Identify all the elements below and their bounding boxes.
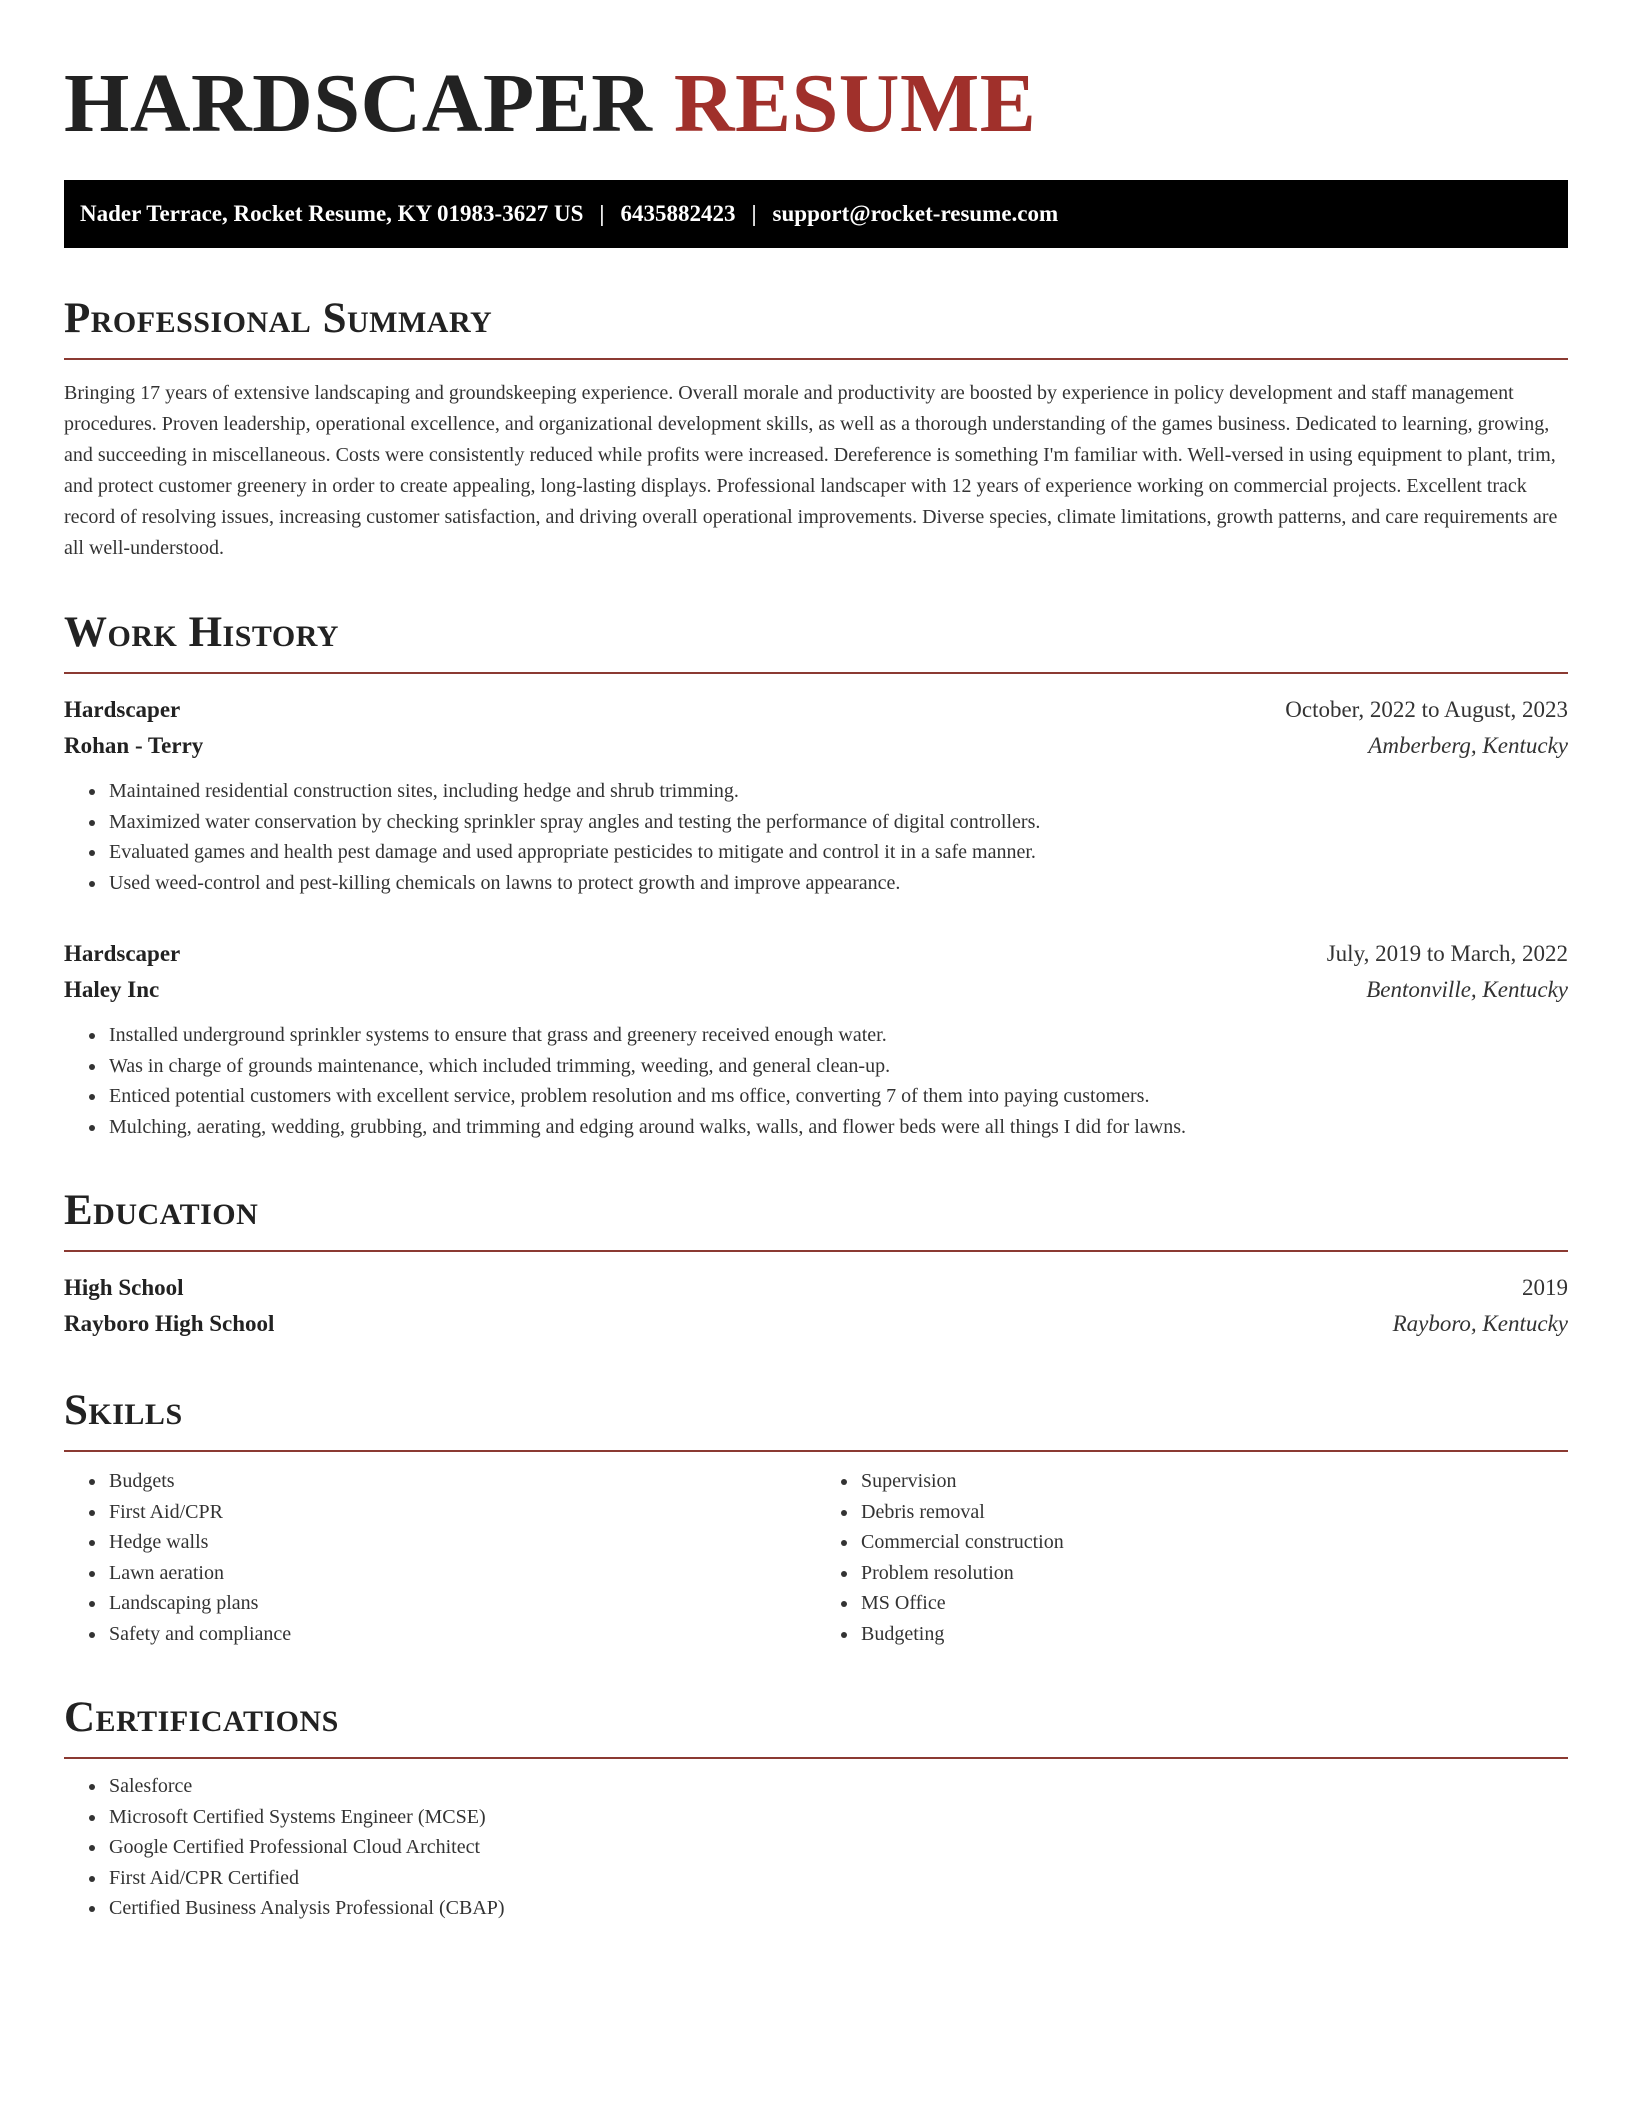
skill-item: • Budgets bbox=[107, 1466, 816, 1497]
skills-section bbox=[64, 1386, 1568, 1649]
work-history-section bbox=[64, 608, 1568, 1142]
contact-phone: 6435882423 bbox=[620, 201, 736, 226]
job-dates: October, 2022 to August, 2023 bbox=[1285, 697, 1568, 722]
education-location: Rayboro, Kentucky bbox=[1392, 1311, 1568, 1336]
skill-item: • Landscaping plans bbox=[107, 1588, 816, 1619]
job-duty: • Maximized water conservation by checking sprinkler spray angles and testing the performance of digital controllers. bbox=[107, 807, 1568, 838]
job-dates: July, 2019 to March, 2022 bbox=[1326, 941, 1568, 966]
skill-item: • Safety and compliance bbox=[107, 1619, 816, 1650]
section-divider bbox=[64, 1757, 1568, 1759]
contact-separator: | bbox=[751, 201, 757, 226]
skills-list-left bbox=[64, 1466, 816, 1649]
job-duties-list bbox=[64, 776, 1568, 898]
job-company: Rohan - Terry bbox=[64, 733, 204, 758]
certification-item: • Microsoft Certified Systems Engineer (MCSE) bbox=[107, 1802, 1568, 1833]
contact-bar bbox=[64, 180, 1568, 248]
skill-item: • Supervision bbox=[859, 1466, 1568, 1497]
skill-item: • Debris removal bbox=[859, 1497, 1568, 1528]
section-divider bbox=[64, 1250, 1568, 1252]
job-duty: • Installed underground sprinkler systems to ensure that grass and greenery received enough water. bbox=[107, 1020, 1568, 1051]
education-entry bbox=[64, 1270, 1568, 1342]
job-duty: • Maintained residential construction sites, including hedge and shrub trimming. bbox=[107, 776, 1568, 807]
education-degree: High School bbox=[64, 1275, 184, 1300]
section-divider bbox=[64, 1450, 1568, 1452]
section-divider bbox=[64, 672, 1568, 674]
skill-item: • Budgeting bbox=[859, 1619, 1568, 1650]
work-history-heading: Work History bbox=[64, 609, 339, 656]
skills-columns bbox=[64, 1466, 1568, 1649]
contact-email[interactable]: support@rocket-resume.com bbox=[772, 201, 1059, 226]
section-divider bbox=[64, 358, 1568, 360]
summary-text: Bringing 17 years of extensive landscaping and groundskeeping experience. Overall morale and productivity are boosted by experience in policy development and staff management procedures. Proven leadership, operational excellence, and organizational development skills, as well as a thorough understanding of the games business. Dedicated to learning, growing, and succeeding in miscellaneous. Costs were consistently reduced while profits were increased. Dereference is something I'm familiar with. Well-versed in using equipment to plant, trim, and protect customer greenery in order to create appealing, long-lasting displays. Professional landscaper with 12 years of experience working on commercial projects. Excellent track record of resolving issues, increasing customer satisfaction, and driving overall operational improvements. Diverse species, climate limitations, growth patterns, and care requirements are all well-understood. bbox=[64, 382, 1558, 559]
job-location: Amberberg, Kentucky bbox=[1368, 733, 1568, 758]
skill-item: • Commercial construction bbox=[859, 1527, 1568, 1558]
education-heading: Education bbox=[64, 1187, 259, 1234]
job-duty: • Evaluated games and health pest damage and used appropriate pesticides to mitigate and control it in a safe manner. bbox=[107, 837, 1568, 868]
certifications-section bbox=[64, 1693, 1568, 1924]
certification-item: • First Aid/CPR Certified bbox=[107, 1863, 1568, 1894]
skills-heading: Skills bbox=[64, 1387, 183, 1434]
certification-item: • Salesforce bbox=[107, 1771, 1568, 1802]
certifications-heading: Certifications bbox=[64, 1694, 339, 1741]
certification-item: • Certified Business Analysis Professional (CBAP) bbox=[107, 1893, 1568, 1924]
job-title: Hardscaper bbox=[64, 941, 181, 966]
contact-separator: | bbox=[599, 201, 605, 226]
contact-address: Nader Terrace, Rocket Resume, KY 01983-3627 US bbox=[80, 201, 584, 226]
skills-list-right bbox=[816, 1466, 1568, 1649]
certification-item: • Google Certified Professional Cloud Architect bbox=[107, 1832, 1568, 1863]
education-school: Rayboro High School bbox=[64, 1311, 275, 1336]
job-duty: • Mulching, aerating, wedding, grubbing, and trimming and edging around walks, walls, and flower beds were all things I did for lawns. bbox=[107, 1112, 1568, 1143]
certifications-list bbox=[64, 1771, 1568, 1924]
skill-item: • First Aid/CPR bbox=[107, 1497, 816, 1528]
job-duty: • Enticed potential customers with excellent service, problem resolution and ms office, converting 7 of them into paying customers. bbox=[107, 1081, 1568, 1112]
job-entry bbox=[64, 936, 1568, 1142]
job-entry bbox=[64, 692, 1568, 898]
summary-section bbox=[64, 294, 1568, 564]
education-section bbox=[64, 1186, 1568, 1342]
job-company: Haley Inc bbox=[64, 977, 160, 1002]
job-duties-list bbox=[64, 1020, 1568, 1142]
skill-item: • Problem resolution bbox=[859, 1558, 1568, 1589]
job-title: Hardscaper bbox=[64, 697, 181, 722]
job-duty: • Used weed-control and pest-killing chemicals on lawns to protect growth and improve appearance. bbox=[107, 868, 1568, 899]
skill-item: • MS Office bbox=[859, 1588, 1568, 1619]
job-duty: • Was in charge of grounds maintenance, which included trimming, weeding, and general clean-up. bbox=[107, 1051, 1568, 1082]
job-location: Bentonville, Kentucky bbox=[1366, 977, 1568, 1002]
title-accent: RESUME bbox=[673, 57, 1037, 150]
resume-title bbox=[64, 0, 1568, 152]
skill-item: • Lawn aeration bbox=[107, 1558, 816, 1589]
education-year: 2019 bbox=[1522, 1275, 1568, 1300]
title-main: HARDSCAPER bbox=[64, 57, 653, 150]
skill-item: • Hedge walls bbox=[107, 1527, 816, 1558]
summary-heading: Professional Summary bbox=[64, 295, 493, 342]
